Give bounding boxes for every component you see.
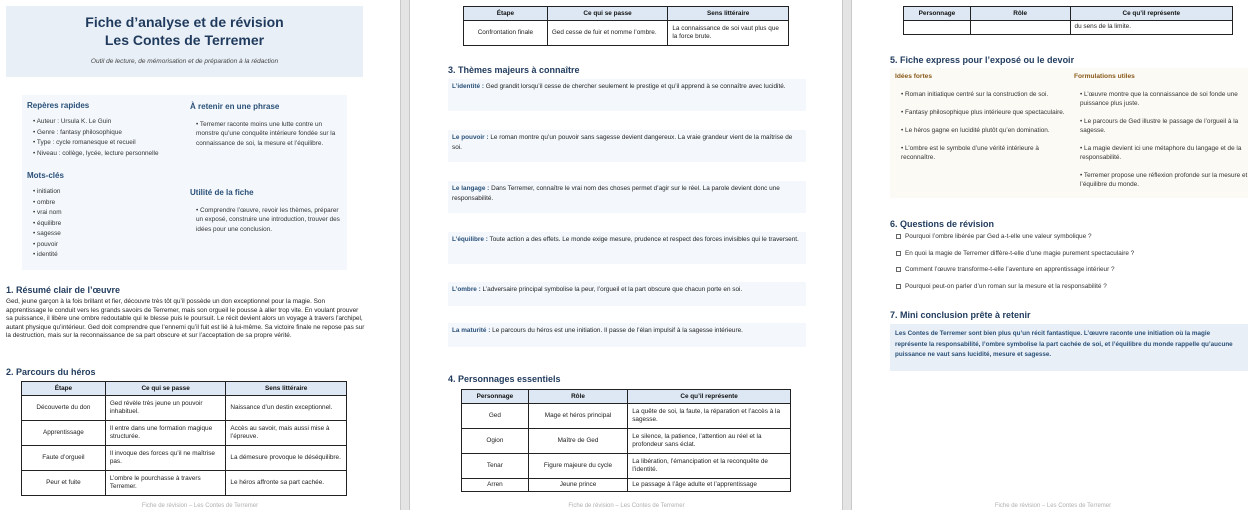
table-header-row	[22, 382, 347, 396]
section-5-heading: 5. Fiche express pour l’exposé ou le devoir	[890, 55, 1075, 65]
list-item: • Le parcours de Ged illustre le passage de l’orgueil à la sagesse.	[1080, 118, 1239, 134]
checkbox-icon[interactable]	[896, 251, 901, 256]
table-row	[22, 421, 347, 446]
summary-paragraph: Ged, jeune garçon à la fois brillant et fier, découvre très tôt qu’il possède un don exceptionnel pour la magie. Son apprentissage le conduit vers les grands savoirs de Terremer, mais son orgueil le pousse à aller trop vite. En voulant prouver sa puissance, il libère une ombre redoutable qui le blesse puis le poursuit. Le récit devient alors un voyage à travers l’archipel, autant physique qu’intérieur. Ged doit comprendre que l’ennemi qu’il fuit est lié à lui-même. Sa victoire finale ne repose pas sur la destruction, mais sur la reconnaissance de sa part obscure et sur l’acceptation de sa propre vérité.	[6, 298, 365, 339]
document-title-work: Les Contes de Terremer	[104, 32, 265, 48]
motscles-list	[33, 187, 62, 261]
list-item: • L’œuvre montre que la connaissance de soi fonde une puissance plus juste.	[1080, 91, 1238, 107]
hero-journey-table-continued	[463, 6, 789, 46]
theme-label: Le pouvoir :	[452, 134, 489, 141]
list-item: • Roman initiatique centré sur la construction de soi.	[901, 91, 1049, 98]
section-7-heading: 7. Mini conclusion prête à retenir	[890, 310, 1031, 320]
column-header: Personnage	[462, 390, 529, 404]
table-row	[462, 429, 791, 454]
checkbox-icon[interactable]	[896, 267, 901, 272]
table-cell	[904, 21, 971, 35]
theme-text: Toute action a des effets. Le monde exige mesure, prudence et respect des forces invisibles qui le traversent.	[487, 236, 799, 243]
table-header-row	[904, 7, 1233, 21]
theme-label: Le langage :	[452, 185, 490, 192]
table-row	[462, 454, 791, 479]
table-row	[22, 396, 347, 421]
idees-heading: Idées fortes	[895, 73, 933, 80]
table-cell: Tenar	[462, 454, 529, 479]
section-1-heading: 1. Résumé clair de l’œuvre	[6, 285, 121, 295]
theme-text: Le roman montre qu’un pouvoir sans sagesse devient dangereux. La vraie grandeur vient de la maîtrise de soi.	[452, 134, 793, 151]
column-header: Sens littéraire	[226, 382, 347, 396]
table-cell: La libération, l’émancipation et la reconquête de l’identité.	[628, 454, 791, 479]
question-text: Comment l’œuvre transforme-t-elle l’aventure en apprentissage intérieur ?	[905, 266, 1115, 274]
list-item: • vrai nom	[33, 209, 62, 216]
motscles-heading: Mots-clés	[27, 171, 64, 180]
checkbox-icon[interactable]	[896, 234, 901, 239]
table-cell: Le passage à l’âge adulte et l’apprentissage	[628, 479, 791, 492]
table-cell: La démesure provoque le déséquilibre.	[226, 446, 347, 471]
theme-label: La maturité :	[452, 327, 491, 334]
table-row	[462, 404, 791, 429]
question-item[interactable]	[896, 266, 1134, 274]
list-item: • Genre : fantasy philosophique	[33, 128, 122, 136]
question-item[interactable]	[896, 250, 1134, 258]
table-cell: Naissance d’un destin exceptionnel.	[226, 396, 347, 421]
page-separator	[842, 0, 852, 510]
title-block	[6, 6, 363, 77]
document-title: Fiche d’analyse et de révision	[85, 14, 284, 30]
document-subtitle: Outil de lecture, de mémorisation et de préparation à la rédaction	[90, 58, 279, 65]
list-item: • identité	[33, 251, 58, 258]
theme-card-identite	[448, 79, 806, 111]
table-cell: La connaissance de soi vaut plus que la force brute.	[668, 21, 789, 46]
table-row	[464, 21, 789, 46]
list-item: • Niveau : collège, lycée, lecture personnelle	[33, 149, 159, 157]
list-item: • initiation	[33, 188, 61, 195]
list-item: • équilibre	[33, 219, 62, 227]
table-cell: Figure majeure du cycle	[528, 454, 627, 479]
column-header: Ce qui se passe	[547, 7, 668, 21]
table-cell: Découverte du don	[22, 396, 106, 421]
table-cell: Il entre dans une formation magique structurée.	[105, 421, 226, 446]
column-header: Sens littéraire	[668, 7, 789, 21]
idees-list	[901, 90, 1071, 171]
theme-text: L’adversaire principal symbolise la peur, l’orgueil et la part obscure que chacun porte en soi.	[480, 286, 743, 293]
question-text: Pourquoi peut-on parler d’un roman sur la mesure et la responsabilité ?	[905, 283, 1107, 291]
table-cell: Le silence, la patience, l’attention au réel et la profondeur sans éclat.	[628, 429, 791, 454]
reperes-heading: Repères rapides	[27, 101, 90, 110]
list-item: • La magie devient ici une métaphore du langage et de la responsabilité.	[1080, 145, 1242, 161]
quick-facts-panel	[22, 95, 347, 270]
hero-journey-table	[21, 381, 347, 496]
table-cell: Il invoque des forces qu’il ne maîtrise pas.	[105, 446, 226, 471]
page-1	[0, 0, 400, 510]
section-3-heading: 3. Thèmes majeurs à connaître	[448, 65, 580, 75]
table-header-row	[464, 7, 789, 21]
reperes-list	[33, 117, 159, 159]
table-row	[22, 446, 347, 471]
table-cell: Faute d’orgueil	[22, 446, 106, 471]
table-cell: Arren	[462, 479, 529, 492]
theme-card-ombre	[448, 282, 806, 306]
theme-text: Ged grandit lorsqu’il cesse de chercher seulement le prestige et qu’il apprend à se connaître avec lucidité.	[483, 83, 786, 90]
table-cell: Le héros affronte sa part cachée.	[226, 471, 347, 496]
table-cell: Accès au savoir, mais aussi mise à l’épreuve.	[226, 421, 347, 446]
theme-label: L’équilibre :	[452, 236, 488, 243]
table-cell: Jeune prince	[528, 479, 627, 492]
column-header: Ce qu’il représente	[628, 390, 791, 404]
question-item[interactable]	[896, 233, 1134, 241]
table-cell: du sens de la limite.	[1070, 21, 1232, 35]
theme-text: Dans Terremer, connaître le vrai nom des choses permet d’agir sur le réel. La parole devient donc une responsabilité.	[452, 185, 780, 202]
list-item: • Fantasy philosophique plus intérieure que spectaculaire.	[901, 109, 1065, 116]
section-2-heading: 2. Parcours du héros	[6, 367, 96, 377]
page-separator	[400, 0, 410, 510]
page-footer: Fiche de révision – Les Contes de Terremer	[141, 503, 259, 509]
list-item: • Type : cycle romanesque et recueil	[33, 139, 136, 146]
table-cell: Ged révèle très jeune un pouvoir inhabituel.	[105, 396, 226, 421]
retenir-text: • Terremer raconte moins une lutte contre un monstre qu’une conquête intérieure fondée sur la connaissance de soi, la mesure et l’équilibre.	[196, 121, 336, 147]
list-item: • sagesse	[33, 230, 61, 237]
page-2	[411, 0, 842, 510]
column-header: Rôle	[970, 7, 1070, 21]
formulations-heading: Formulations utiles	[1074, 73, 1135, 80]
column-header: Ce qu’il représente	[1070, 7, 1232, 21]
table-row	[462, 479, 791, 492]
retenir-heading: À retenir en une phrase	[190, 102, 280, 111]
table-row	[904, 21, 1233, 35]
checkbox-icon[interactable]	[896, 284, 901, 289]
theme-card-maturite	[448, 323, 806, 347]
theme-label: L’identité :	[452, 83, 484, 90]
express-sheet-panel	[890, 68, 1248, 198]
revision-questions-list	[896, 233, 1134, 300]
list-item: • Auteur : Ursula K. Le Guin	[33, 118, 112, 125]
list-item: • Terremer propose une réflexion profonde sur la mesure et l’équilibre du monde.	[1080, 172, 1248, 188]
characters-table	[461, 389, 791, 492]
table-row	[22, 471, 347, 496]
theme-label: L’ombre :	[452, 286, 481, 293]
column-header: Étape	[464, 7, 548, 21]
utilite-text: • Comprendre l’œuvre, revoir les thèmes, préparer un exposé, construire une introduction, trouver des idées pour une conclusion.	[196, 207, 340, 233]
column-header: Ce qui se passe	[105, 382, 226, 396]
theme-card-pouvoir	[448, 130, 806, 162]
table-cell: Mage et héros principal	[528, 404, 627, 429]
formulations-list	[1080, 90, 1250, 198]
table-cell: Peur et fuite	[22, 471, 106, 496]
table-cell: Maître de Ged	[528, 429, 627, 454]
page-footer: Fiche de révision – Les Contes de Terremer	[994, 503, 1112, 509]
table-cell: La quête de soi, la faute, la réparation et l’accès à la sagesse.	[628, 404, 791, 429]
theme-card-langage	[448, 181, 806, 213]
page-footer: Fiche de révision – Les Contes de Terremer	[568, 503, 685, 509]
question-text: En quoi la magie de Terremer diffère-t-elle d’une magie purement spectaculaire ?	[905, 249, 1135, 257]
column-header: Personnage	[904, 7, 971, 21]
column-header: Étape	[22, 382, 106, 396]
table-cell: L’ombre le pourchasse à travers Terremer.	[105, 471, 226, 496]
list-item: • L’ombre est le symbole d’une vérité intérieure à reconnaître.	[901, 145, 1039, 161]
table-cell: Confrontation finale	[464, 21, 548, 46]
table-cell: Ogion	[462, 429, 529, 454]
table-header-row	[462, 390, 791, 404]
section-4-heading: 4. Personnages essentiels	[448, 374, 561, 384]
list-item: • Le héros gagne en lucidité plutôt qu’en domination.	[901, 127, 1050, 134]
table-cell: Ged	[462, 404, 529, 429]
section-6-heading: 6. Questions de révision	[890, 219, 995, 229]
table-cell: Apprentissage	[22, 421, 106, 446]
list-item: • ombre	[33, 198, 56, 206]
table-cell: Ged cesse de fuir et nomme l’ombre.	[547, 21, 668, 46]
theme-card-equilibre	[448, 232, 806, 264]
page-3	[853, 0, 1253, 510]
conclusion-box: Les Contes de Terremer sont bien plus qu’un récit fantastique. L’œuvre raconte une initiation où la magie représente la responsabilité, l’ombre symbolise la part cachée de soi, et l’équilibre du monde rappelle qu’aucune puissance ne vaut sans lucidité, mesure et sagesse.	[890, 324, 1248, 371]
table-cell	[970, 21, 1070, 35]
utilite-heading: Utilité de la fiche	[190, 188, 254, 197]
theme-text: Le parcours du héros est une initiation. Il passe de l’élan impulsif à la sagesse intérieure.	[490, 327, 743, 334]
question-item[interactable]	[896, 283, 1134, 291]
list-item: • pouvoir	[33, 240, 58, 248]
characters-table-continued	[903, 6, 1233, 35]
question-text: Pourquoi l’ombre libérée par Ged a-t-elle une valeur symbolique ?	[905, 233, 1092, 240]
column-header: Rôle	[528, 390, 627, 404]
